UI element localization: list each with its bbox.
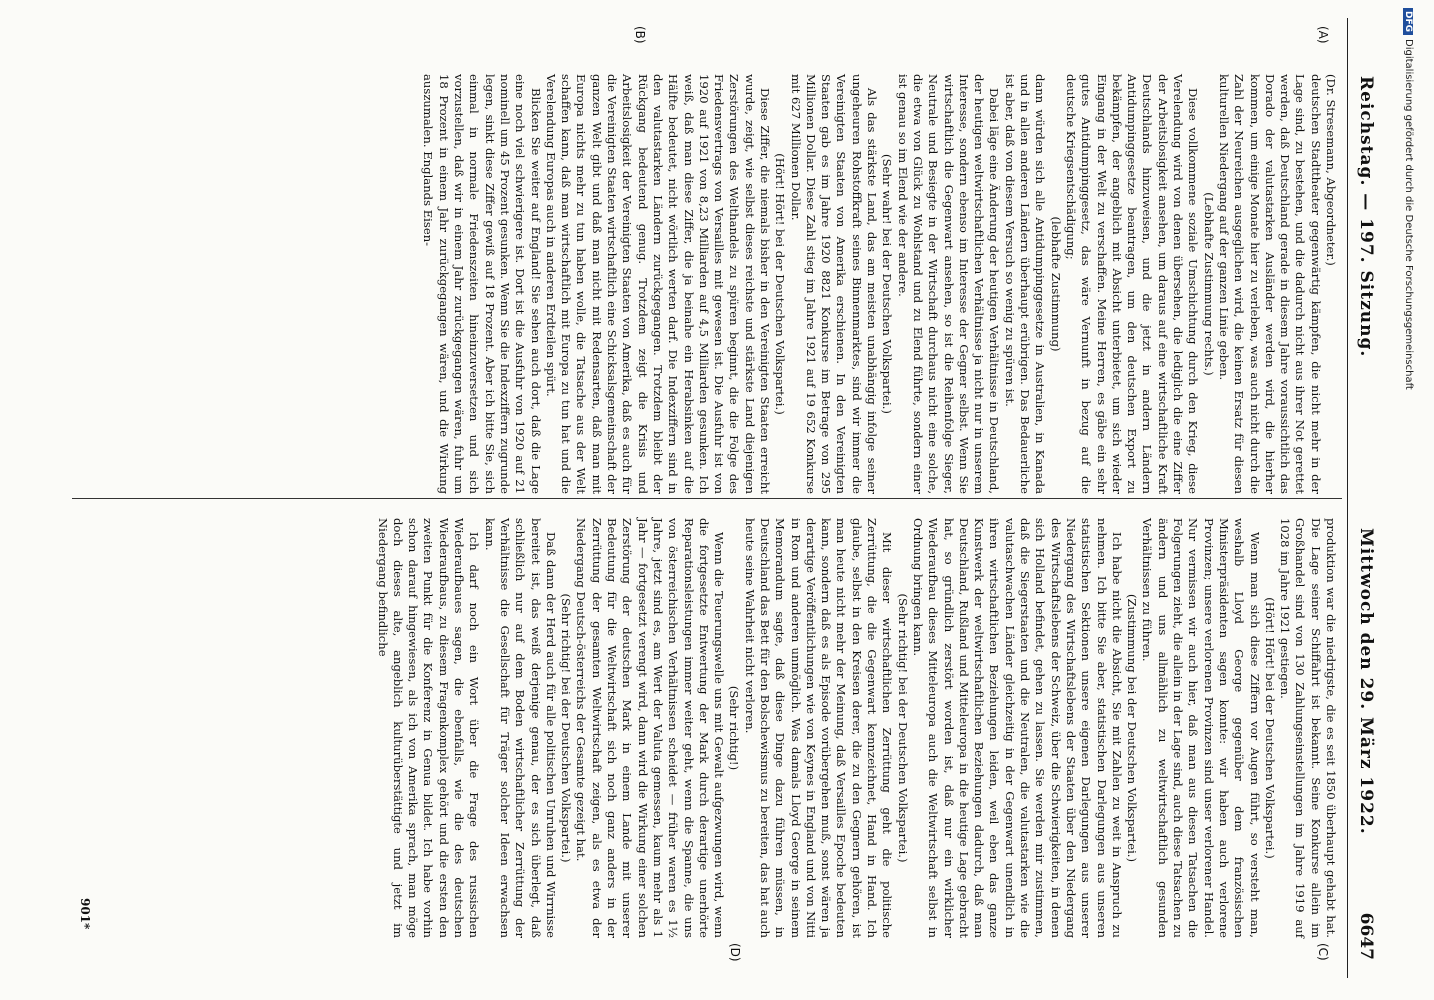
right-interjection: (Hört! Hört! bei der Deutschen Volkspartei.): [1262, 597, 1277, 859]
right-paragraph: produktion war die niedrigste, die es seit 1850 überhaupt gehabt hat. Die Lage seiner Schiffahrt ist bekannt. Seine Konkurse allein im Großhandel sind von 130 Zahlungseinstellungen im Jahre 1919 auf 1028 im Jahre 1921 gestiegen.: [1278, 518, 1338, 938]
right-interjection: (Zustimmung bei der Deutschen Volkspartei.): [1125, 593, 1140, 863]
digitization-credit: [1398, 8, 1414, 988]
right-paragraph: Wenn man sich diese Ziffern vor Augen führt, so versteht man, weshalb Lloyd George gegenüber dem französischen Ministerpräsidenten sagen konnte: wir haben auch verlorene Provinzen; unsere verlorenen Provinzen sind unser verlorener Handel. Nur vermissen wir auch hier, daß man aus diesen Tatsachen die Folgerungen zieht, die allein in der Lage sind, auch diese Tatsachen zu ändern und uns allmählich zu weltwirtschaftlich gesunden Verhältnissen zu führen.: [1140, 518, 1262, 938]
left-interjection: (Lebhafte Zustimmung rechts.): [1201, 192, 1216, 376]
left-paragraph: dann würden sich alle Antidumpinggesetze in Australien, in Kanada und in allen anderen Ländern überhaupt erübrigen. Das Bedauerliche ist aber, daß von diesem Versuch so wenig zu spüren ist.: [1002, 74, 1048, 494]
right-paragraph: Daß dann der Herd auch für alle politischen Unruhen und Wirrnisse bereitet ist, das weiß derjenige genau, der es sich überlegt, daß schließlich nur auf dem Boden wirtschaftlicher Zerrüttung der Verhältnisse die Gesellschaft für Träger solcher Ideen erwachsen kann.: [482, 518, 558, 938]
left-column: [420, 74, 1338, 494]
page-number: 6647: [1356, 912, 1376, 960]
left-interjection: (lebhafte Zustimmung): [1048, 216, 1063, 352]
margin-mark-a: (A): [1316, 26, 1330, 44]
margin-mark-c: (C): [1316, 943, 1330, 961]
left-paragraph: Diese Ziffer, die niemals bisher in den Vereinigten Staaten erreicht wurde, zeigt, wie selbst dieses reichste und stärkste Land diejenigen Zerstörungen des Welthandels zu spüren beginnt, die die Folge des Friedensvertrags von Versailles mit gewesen ist. Die Ausfuhr ist von 1920 auf 1921 von 8,23 Milliarden auf 4,5 Milliarden gesunken. Ich weiß, daß man diese Ziffer, die ja beinahe ein Herabsinken auf die Hälfte bedeutet, nicht wörtlich werten darf. Die Indexziffern sind in den valutastarken Ländern zurückgegangen. Trotzdem bleibt der Rückgang bedeutend genug. Trotzdem zeigt die Krisis und Arbeitslosigkeit der Vereinigten Staaten von Amerika, daß es auch für die Vereinigten Staaten wirtschaftlich eine Schicksalsgemeinschaft der ganzen Welt gibt und daß man nicht mit Redensarten, daß man mit Europa nichts mehr zu tun haben wolle, die Tatsache aus der Welt schaffen kann, daß man wirtschaftlich mit Europa zu tun hat und die Verelendung Europas auch in anderen Erdteilen spürt.: [543, 74, 773, 494]
margin-mark-d: (D): [728, 943, 742, 962]
left-paragraph: deutschen Stadttheater gegenwärtig kämpfen, die nicht mehr in der Lage sind, zu bestehen, und die dadurch nicht aus ihrer Not gerettet werden, daß Deutschland gerade in diesem Jahre voraussichtlich das Dorado der valutastarken Ausländer werden wird, die hierher kommen, um einige Monate hier zu verleben, was auch nicht durch die Zahl der Neureichen ausgeglichen wird, die keinen Ersatz für diesen kulturellen Niedergang auf der ganzen Linie geben.: [1216, 74, 1323, 494]
left-paragraph: Als das stärkste Land, das am meisten unabhängig infolge seiner ungeheuren Rohstoffkraft seines Binnenmarktes, sind wir immer die Vereinigten Staaten von Amerika erschienen. In den Vereinigten Staaten gab es im Jahre 1920 8821 Konkurse im Betrage von 295 Millionen Dollar. Diese Zahl stieg im Jahre 1921 auf 19 652 Konkurse mit 627 Millionen Dollar.: [788, 74, 880, 494]
header-left: Reichstag. — 197. Sitzung.: [1356, 76, 1376, 358]
page-header: [1347, 18, 1382, 978]
footer-number: 901*: [78, 898, 92, 930]
left-paragraph: Diese vollkommene soziale Umschichtung durch den Krieg, diese Verelendung wird von denen übersehen, die lediglich die eine Ziffer der Arbeitslosigkeit ansehen, um daraus auf eine wirtschaftliche Kraft Deutschlands hinzuweisen, und die jetzt in andern Ländern Antidumpinggesetze beantragen, um den deutschen Export zu bekämpfen, der angeblich mit Absicht unterbietet, um sich wieder Eingang in der Welt zu verschaffen. Meine Herren, es gäbe ein sehr gutes Antidumpinggesetz, das wäre Vernunft in bezug auf die deutsche Kriegsentschädigung;: [1063, 74, 1201, 494]
right-paragraph: Ich habe nicht die Absicht, Sie mit Zahlen zu weit in Anspruch zu nehmen. Ich bitte Sie aber, statistischen Darlegungen aus unseren statistischen Sektionen unsere eigenen Darlegungen aus unserer Niedergang des Wirtschaftslebens der Staaten über den Niedergang des Wirtschaftslebens der Schweiz, über die Schwierigkeiten, in denen sich Holland befindet, gehen zu lassen. Sie werden mir zustimmen, daß die Siegerstaaten und die Neutralen, die valutastarken wie die valutaschwachen Länder gleichzeitig in der Gegenwart unendlich in ihren wirtschaftlichen Beziehungen leiden, weil eben das ganze Kunstwerk der weltwirtschaftlichen Beziehungen dadurch, daß man Deutschland, Rußland und Mitteleuropa in die heutige Lage gebracht hat, so gründlich zerstört worden ist, daß nur ein wirklicher Wiederaufbau dieses Mitteleuropa auch die Weltwirtschaft selbst in Ordnung bringen kann.: [910, 518, 1124, 938]
right-interjection: (Sehr richtig!): [727, 685, 742, 771]
margin-mark-b: (B): [633, 26, 647, 44]
dfg-logo: DFG: [1403, 8, 1413, 35]
right-paragraph: Wenn die Teuerungswelle uns mit Gewalt aufgezwungen wird, wenn die fortgesetzte Entwertung der Mark durch derartige unerhörte Reparationsleistungen immer weiter geht, wenn die Spanne, die uns von österreichischen Verhältnissen scheidet — früher waren es 1½ Jahre, jetzt sind es, am Wert der Valuta gemessen, kaum mehr als 1 Jahr — fortgesetzt verengt wird, dann wird die Wirkung einer solchen Zerstörung der deutschen Mark in einem Lande mit unserer Bedeutung für die Weltwirtschaft sich noch ganz anders in der Zerrüttung der gesamten Weltwirtschaft zeigen, als es etwa der Niedergang Deutsch-österreichs der Gesamte gezeigt hat.: [574, 518, 727, 938]
column-rule: [72, 498, 1342, 499]
credit-text: Digitalisierung gefördert durch die Deutsche Forschungsgemeinschaft: [1403, 39, 1414, 390]
right-column: [374, 518, 1338, 938]
left-interjection: (Hört! Hört! bei der Deutschen Volkspartei.): [773, 153, 788, 415]
right-paragraph: Mit dieser wirtschaftlichen Zerrüttung geht die politische Zerrüttung, die die Gegenwart kennzeichnet, Hand in Hand. Ich glaube, selbst in den Kreisen derer, die zu den Gegnern gehören, ist man heute nicht mehr der Meinung, daß Versailles Epoche bedeuten kann, sondern daß es als Episode vorübergehen muß, sonst wären ja derartige Veröffentlichungen wie von Keynes in England und von Nitti in Rom und anderen unmöglich. Was damals Lloyd George in seinem Memorandum sagte, daß diese Dinge dazu führen müssen, in Deutschland das Bett für den Bolschewismus zu bereiten, das hat auch heute seine Wahrheit nicht verloren.: [742, 518, 895, 938]
right-paragraph: Ich darf noch ein Wort über die Frage des russischen Wiederaufbaues sagen, die ebenfalls, wie die des deutschen Wiederaufbaus, zu diesem Fragenkomplex gehört und die ersten den zweiten Punkt für die Konferenz in Genua bildet. Ich habe vorhin schon darauf hingewiesen, als ich von Amerika sprach, man möge doch dieses alte, angeblich kulturüberstättigte und jetzt im Niedergang befindliche: [375, 518, 482, 938]
left-paragraph: Blicken Sie weiter auf England! Sie sehen auch dort, daß die Lage eine noch viel schwierigere ist. Dort ist die Ausfuhr von 1920 auf 21 nominell um 45 Prozent gesunken. Wenn Sie die Indexziffern zugrunde legen, sinkt diese Ziffer gewiß auf 18 Prozent. Aber ich bitte Sie, sich einmal in normale Friedenszeiten hineinzuversetzen und sich vorzustellen, daß wir in einem Jahr zurückgegangen wären, fuhr um 18 Prozent in einem Jahr zurückgegangen wären, und die Wirkung auszumalen. Englands Eisen-: [421, 74, 543, 494]
right-interjection: (Sehr richtig! bei der Deutschen Volkspartei.): [559, 593, 574, 863]
rotated-page-content: [62, 18, 1382, 978]
left-interjection: (Sehr wahr! bei der Deutschen Volkspartei.): [880, 154, 895, 414]
right-interjection: (Sehr richtig! bei der Deutschen Volkspartei.): [895, 593, 910, 863]
left-paragraph: Dabei läge eine Änderung der heutigen Verhältnisse in Deutschland, der heutigen weltwirtschaftlichen Verhältnisse ja nicht nur in unserem Interesse, sondern ebenso im Interesse der Gegner selbst. Wenn Sie wirtschaftlich die Gegenwart ansehen, so ist die Reihenfolge Sieger, Neutrale und Besiegte in der Wirtschaft durchaus nicht eine solche, die etwa von Glück zu Wohlstand und zu Elend führte, sondern einer ist genau so im Elend wie der andere.: [895, 74, 1002, 494]
speaker-line: (Dr. Stresemann, Abgeordneter.): [1324, 74, 1338, 266]
header-date: Mittwoch den 29. März 1922.: [1356, 528, 1376, 835]
